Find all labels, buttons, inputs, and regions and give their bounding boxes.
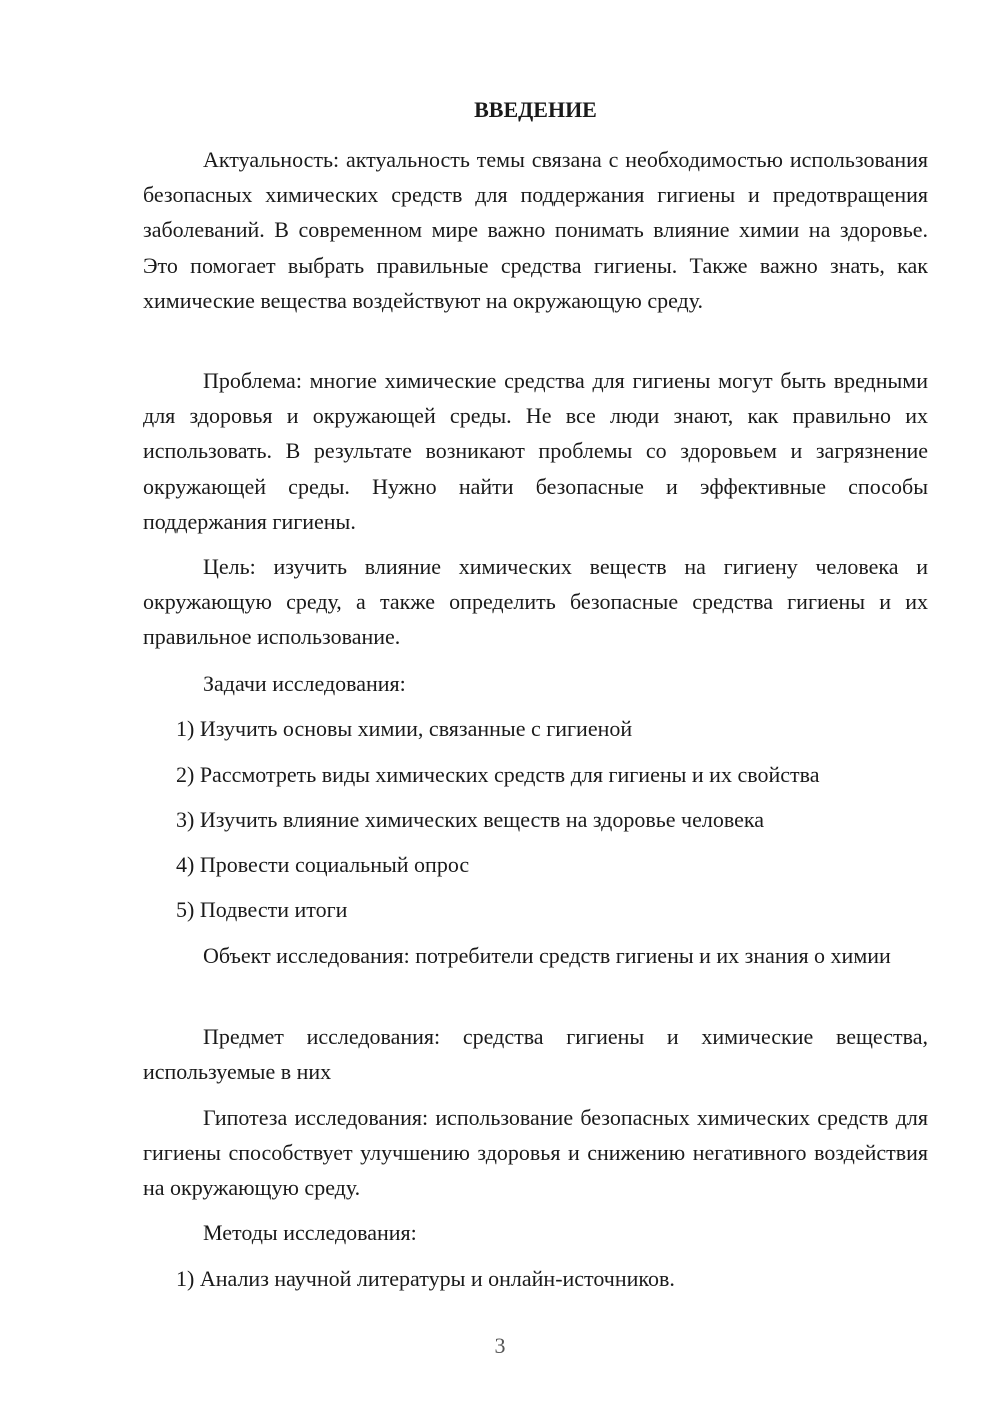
hypothesis-text: Гипотеза исследования: использование безопасных химических средств для гигиены способствует улучшению здоровья и снижению негативного воздействия на окружающую среду.	[143, 1105, 928, 1201]
task-item-text: 5) Подвести итоги	[176, 897, 348, 922]
goal-paragraph	[143, 549, 928, 655]
task-item	[143, 850, 928, 880]
tasks-heading: Задачи исследования:	[203, 671, 406, 696]
subject-paragraph	[143, 1019, 928, 1089]
task-item	[143, 805, 928, 835]
tasks-heading-block	[143, 669, 928, 699]
hypothesis-paragraph	[143, 1100, 928, 1206]
task-item-text: 3) Изучить влияние химических веществ на здоровье человека	[176, 807, 764, 832]
page-number: 3	[494, 1333, 506, 1358]
object-text: Объект исследования: потребители средств гигиены и их знания о химии	[203, 943, 891, 968]
goal-text: Цель: изучить влияние химических веществ на гигиену человека и окружающую среду, а также определить безопасные средства гигиены и их правильное использование.	[143, 554, 928, 650]
relevance-paragraph	[143, 142, 928, 318]
method-item-text: 1) Анализ научной литературы и онлайн-источников.	[176, 1266, 675, 1291]
task-item	[143, 760, 928, 790]
section-title: ВВЕДЕНИЕ	[474, 97, 597, 122]
object-paragraph	[143, 938, 928, 973]
problem-text: Проблема: многие химические средства для гигиены могут быть вредными для здоровья и окружающей среды. Не все люди знают, как правильно их использовать. В результате возникают проблемы со здоровьем и загрязнение окружающей среды. Нужно найти безопасные и эффективные способы поддержания гигиены.	[143, 368, 928, 534]
methods-heading-block	[143, 1218, 928, 1248]
problem-paragraph	[143, 363, 928, 539]
subject-text: Предмет исследования: средства гигиены и химические вещества, используемые в них	[143, 1024, 928, 1085]
task-item-text: 4) Провести социальный опрос	[176, 852, 470, 877]
task-item	[143, 895, 928, 925]
task-item	[143, 714, 928, 744]
task-item-text: 2) Рассмотреть виды химических средств для гигиены и их свойства	[176, 762, 820, 787]
task-item-text: 1) Изучить основы химии, связанные с гигиеной	[176, 716, 633, 741]
methods-heading: Методы исследования:	[203, 1220, 417, 1245]
relevance-text: Актуальность: актуальность темы связана с необходимостью использования безопасных химических средств для поддержания гигиены и предотвращения заболеваний. В современном мире важно понимать влияние химии на здоровье. Это помогает выбрать правильные средства гигиены. Также важно знать, как химические вещества воздействуют на окружающую среду.	[143, 147, 928, 313]
method-item	[143, 1264, 928, 1294]
